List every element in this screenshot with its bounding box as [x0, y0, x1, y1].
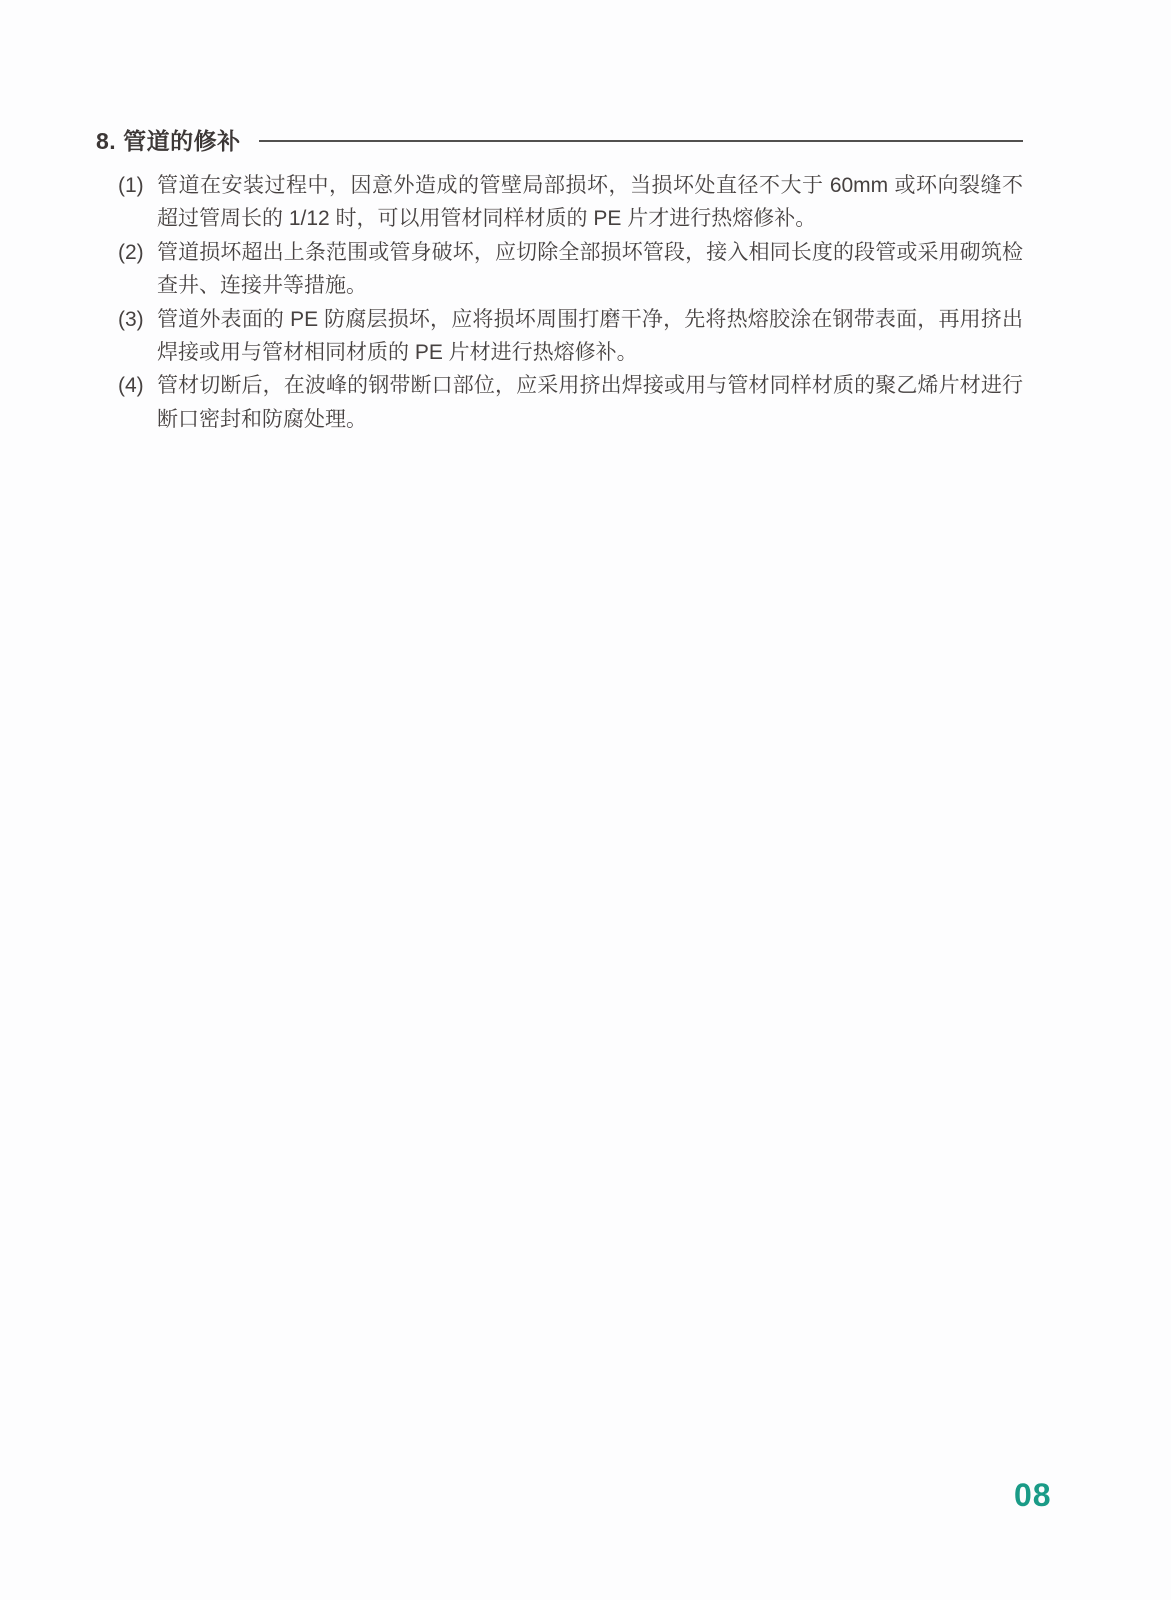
- list-item: [118, 369, 1023, 436]
- section-heading: 8. 管道的修补: [96, 128, 241, 154]
- list-item: [118, 169, 1023, 236]
- section-heading-row: [96, 123, 1023, 156]
- heading-rule: [259, 140, 1023, 142]
- list-item-number: (2): [118, 240, 144, 264]
- list-item-text: 管道外表面的 PE 防腐层损坏，应将损坏周围打磨干净，先将热熔胶涂在钢带表面，再用挤出焊接或用与管材相同材质的 PE 片材进行热熔修补。: [157, 307, 1023, 365]
- list-item-text: 管道在安装过程中，因意外造成的管壁局部损坏，当损坏处直径不大于 60mm 或环向裂缝不超过管周长的 1/12 时，可以用管材同样材质的 PE 片才进行热熔修补。: [157, 174, 1023, 231]
- list-item-number: (3): [118, 307, 144, 331]
- list-item-number: (4): [118, 374, 144, 398]
- list-item: [118, 236, 1023, 303]
- list-item-text: 管材切断后，在波峰的钢带断口部位，应采用挤出焊接或用与管材同样材质的聚乙烯片材进行断口密封和防腐处理。: [157, 374, 1023, 431]
- list-item-text: 管道损坏超出上条范围或管身破坏，应切除全部损坏管段，接入相同长度的段管或采用砌筑检查井、连接井等措施。: [157, 240, 1023, 298]
- list-item: [118, 303, 1023, 370]
- page-number: 08: [1014, 1477, 1052, 1513]
- list-item-number: (1): [118, 174, 144, 197]
- numbered-list: [118, 169, 1023, 436]
